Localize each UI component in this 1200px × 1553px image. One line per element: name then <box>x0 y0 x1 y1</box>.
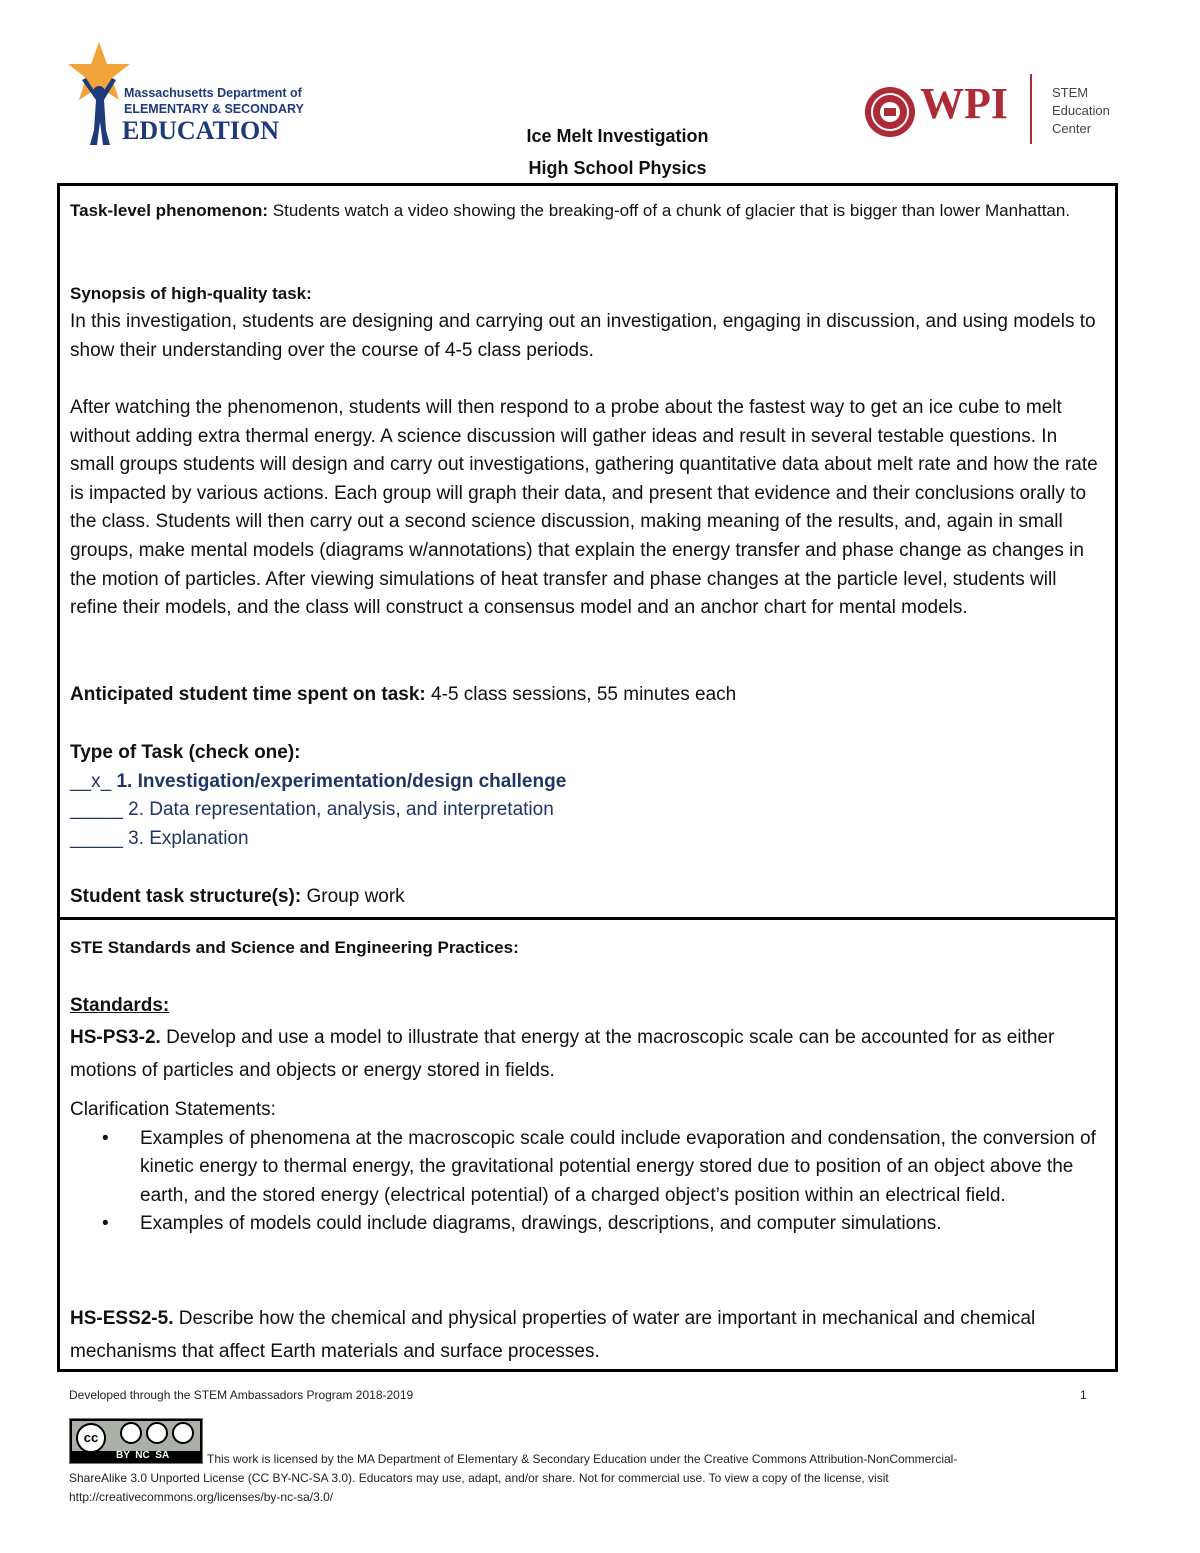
synopsis-label: Synopsis of high-quality task: <box>70 284 312 303</box>
dese-logo-line2: ELEMENTARY & SECONDARY <box>124 102 304 116</box>
cc-license-badge <box>69 1418 203 1464</box>
sa-icon <box>172 1422 194 1444</box>
wpi-center-line3: Center <box>1052 121 1092 136</box>
type-option-3: _____ 3. Explanation <box>70 827 249 849</box>
cc-icon: cc <box>76 1423 106 1453</box>
license-url[interactable]: http://creativecommons.org/licenses/by-nc-sa/3.0/ <box>69 1490 334 1504</box>
standards-label: Standards: <box>70 995 170 1016</box>
page-subtitle: High School Physics <box>528 158 707 178</box>
standard-text: Describe how the chemical and physical properties of water are important in mechanical and chemical mechanisms that affect Earth materials and surface processes. <box>70 1308 1036 1362</box>
page-number: 1 <box>1080 1388 1087 1402</box>
footer-developed: Developed through the STEM Ambassadors Program 2018-2019 <box>69 1388 414 1402</box>
standards-heading: STE Standards and Science and Engineering Practices: <box>70 938 519 957</box>
standard-hs-ps3-2 <box>70 1021 1103 1087</box>
standard-text: Develop and use a model to illustrate that energy at the macroscopic scale can be accounted for as either motions of particles and objects or energy stored in fields. <box>70 1026 1055 1081</box>
clarification-label: Clarification Statements: <box>70 1099 276 1120</box>
list-item: • Examples of models could include diagrams, drawings, descriptions, and computer simulations. <box>102 1213 942 1235</box>
phenomenon-label: Task-level phenomenon: <box>70 201 269 220</box>
wpi-center-line2: Education <box>1052 103 1110 118</box>
standards-box <box>57 917 1118 1372</box>
wpi-wordmark: WPI <box>920 79 1008 128</box>
dese-logo-line1: Massachusetts Department of <box>124 86 302 100</box>
wpi-center-line1: STEM <box>1052 85 1089 100</box>
structure-paragraph <box>70 883 1103 912</box>
standard-code: HS-PS3-2. <box>70 1026 161 1048</box>
time-value: 4-5 class sessions, 55 minutes each <box>425 684 737 705</box>
synopsis-paragraph-1: In this investigation, students are designing and carrying out an investigation, engaging in discussion, and using models to show their understanding over the course of 4-5 class periods. <box>70 311 1096 361</box>
standard-code: HS-ESS2-5. <box>70 1308 174 1329</box>
phenomenon-text: Students watch a video showing the breaking-off of a chunk of glacier that is bigger than lower Manhattan. <box>268 201 1071 220</box>
dese-logo-line3: EDUCATION <box>122 116 279 145</box>
page-title: Ice Melt Investigation <box>526 126 709 146</box>
time-label: Anticipated student time spent on task: <box>70 684 426 705</box>
synopsis-paragraph-2: After watching the phenomenon, students will then respond to a probe about the fastest way to get an ice cube to melt without adding extra thermal energy. A science discussion will gather ideas and result in several testable questions. In small groups students will design and carry out investigations, gathering quantitative data about melt rate and how the rate is impacted by various actions. Each group will graph their data, and present that evidence and their conclusions orally to the class. Students will then carry out a second science discussion, making meaning of the results, and, again in small groups, make mental models (diagrams w/annotations) that explain the energy transfer and phase change as changes in the motion of particles. After viewing simulations of heat transfer and phase changes at the particle level, students will refine their models, and the class will construct a consensus model and an anchor chart for mental models. <box>70 397 1098 619</box>
time-paragraph <box>70 681 1103 710</box>
by-icon <box>120 1422 142 1444</box>
list-item: • Examples of phenomena at the macroscopic scale could include evaporation and condensation, the conversion of kinetic energy to thermal energy, the gravitational potential energy stored due to position of an object above the earth, and the stored energy (electrical potential) of a charged object’s position within an electrical field. <box>102 1127 1096 1206</box>
license-line1: This work is licensed by the MA Department of Elementary & Secondary Education under the Creative Commons Attribution-NonCommercial- <box>207 1452 958 1466</box>
license-line2: ShareAlike 3.0 Unported License (CC BY-NC-SA 3.0). Educators may use, adapt, and/or share. Not for commercial use. To view a copy of the license, visit <box>69 1471 889 1485</box>
task-box <box>57 183 1118 920</box>
cc-badge-text: BY NC SA <box>116 1450 170 1461</box>
nc-icon <box>146 1422 168 1444</box>
type-label: Type of Task (check one): <box>70 742 301 763</box>
clarification-list <box>70 1125 1103 1239</box>
standard-hs-ess2-5 <box>70 1302 1103 1368</box>
type-option-1: __x_ 1. Investigation/experimentation/design challenge <box>70 770 567 792</box>
phenomenon-paragraph <box>70 197 1103 225</box>
structure-value: Group work <box>301 886 405 907</box>
structure-label: Student task structure(s): <box>70 886 302 907</box>
type-option-2: _____ 2. Data representation, analysis, and interpretation <box>70 799 554 821</box>
